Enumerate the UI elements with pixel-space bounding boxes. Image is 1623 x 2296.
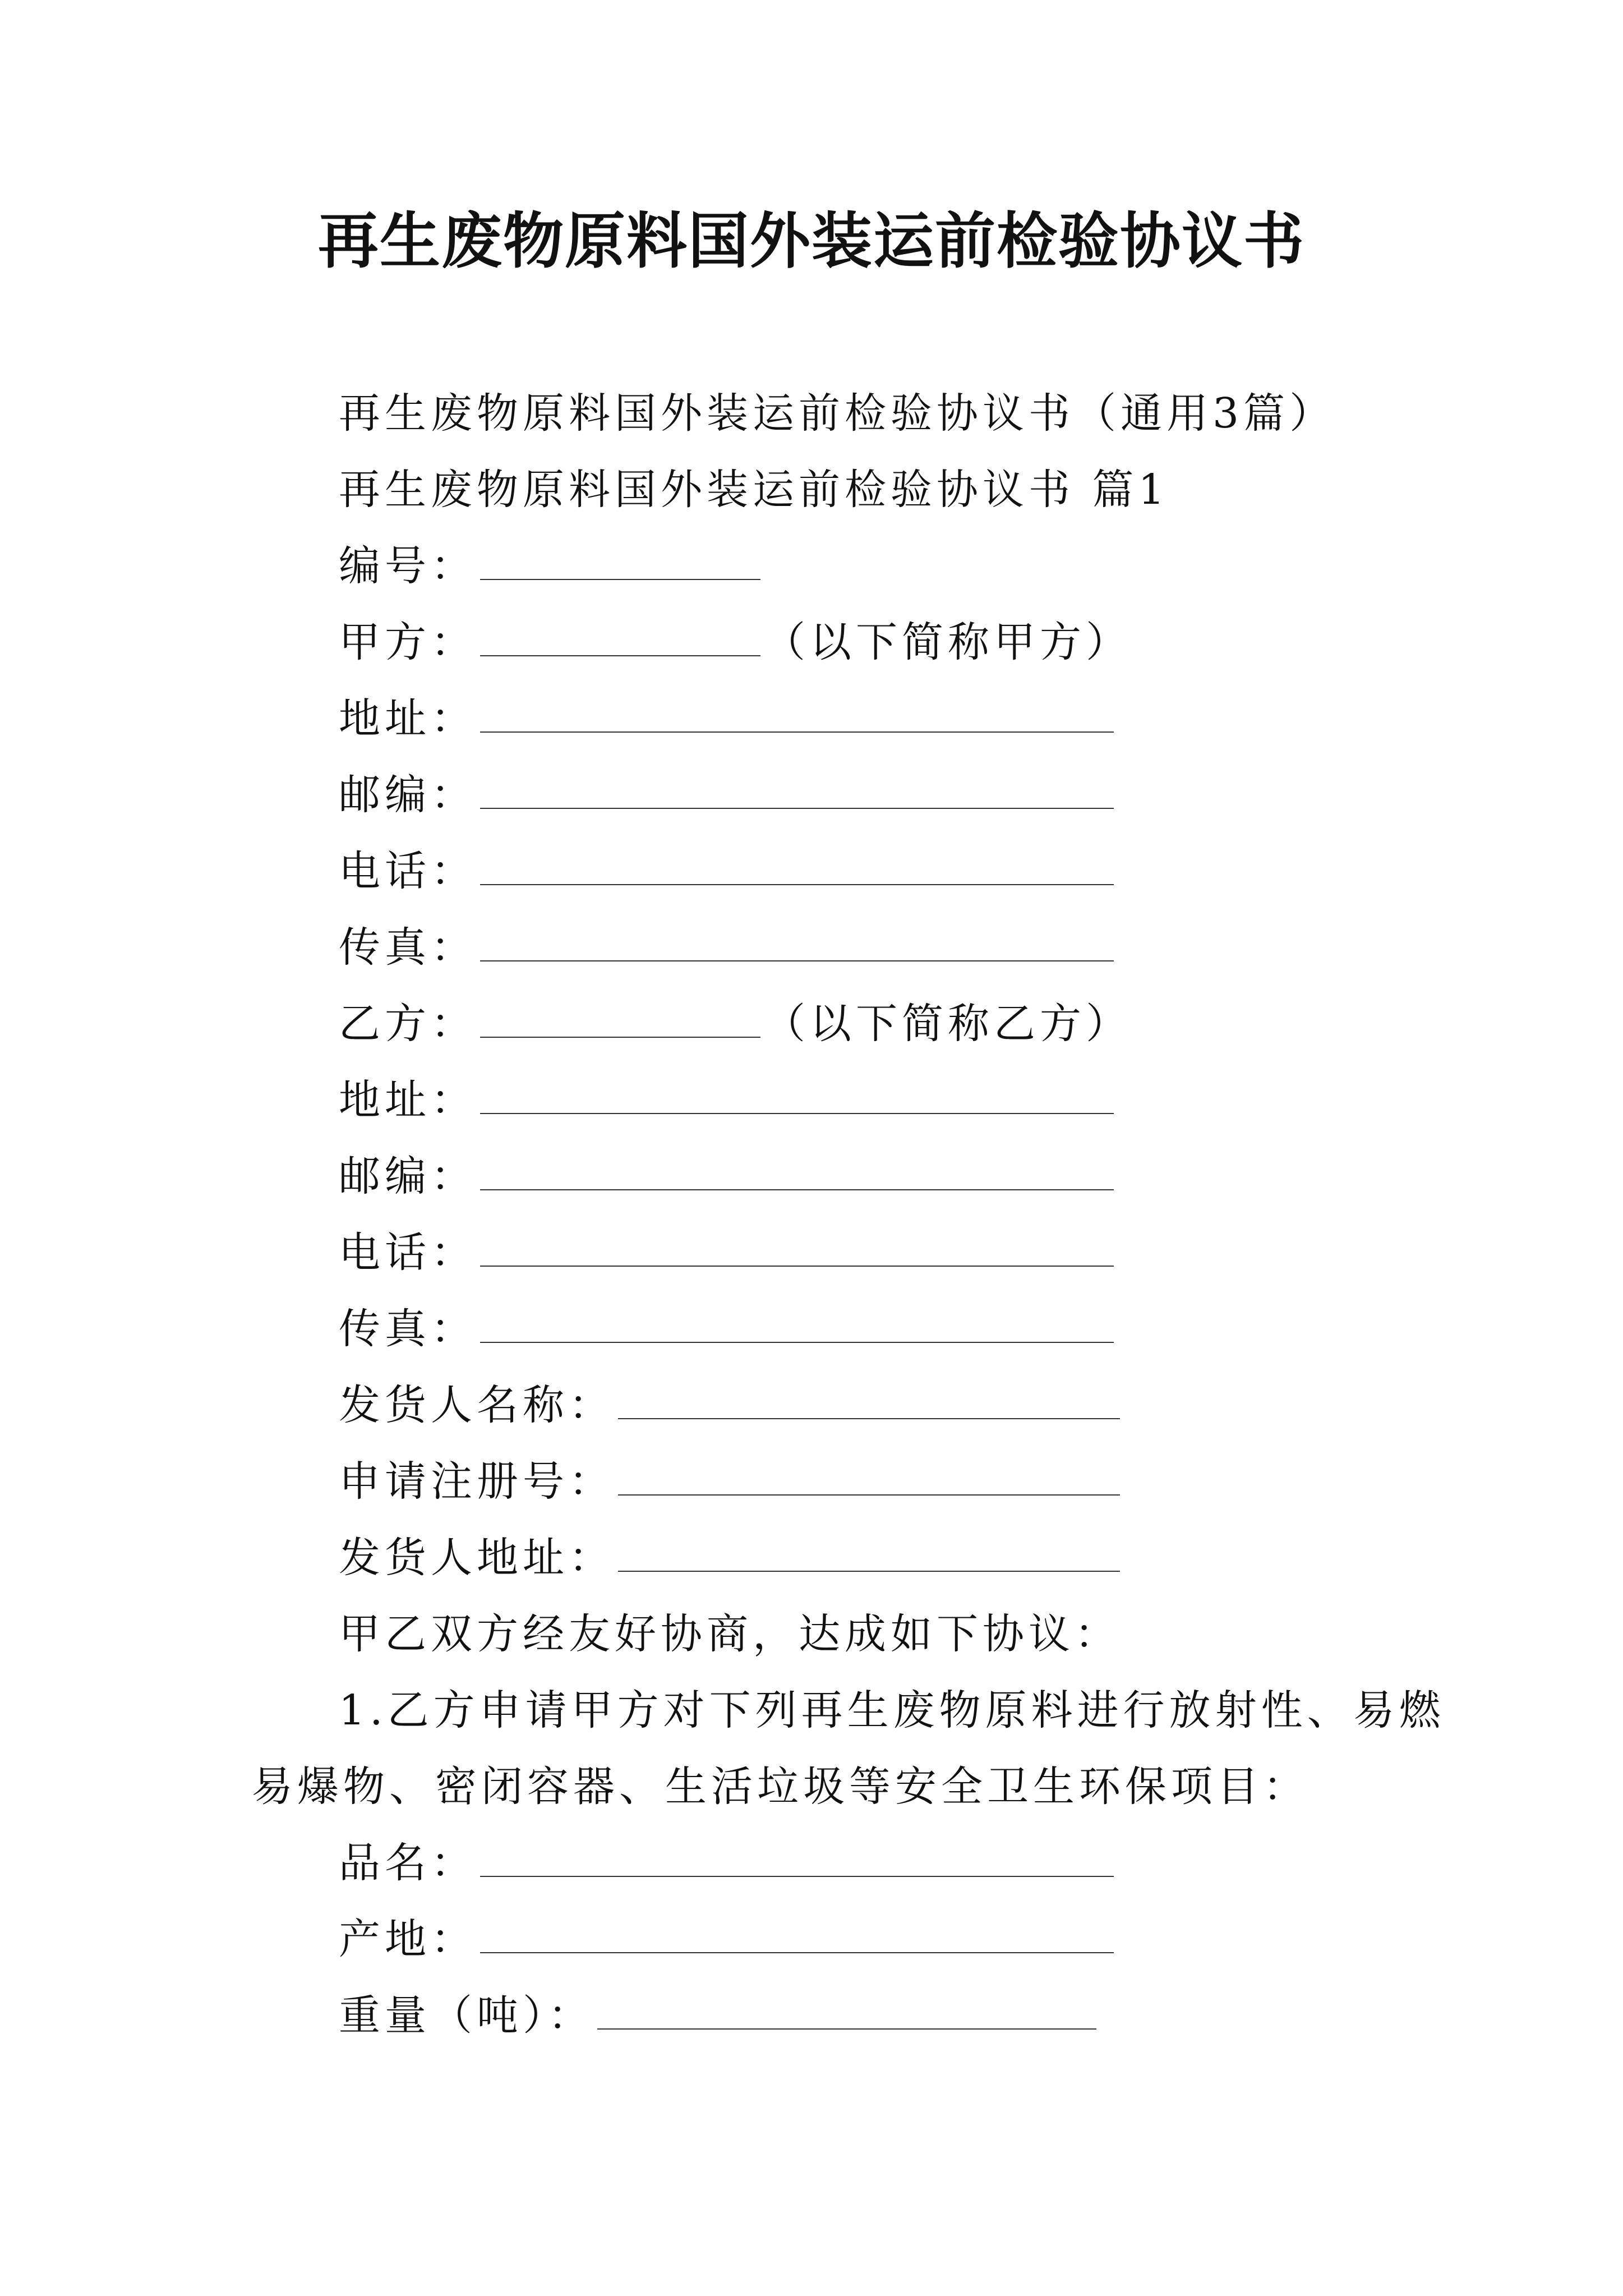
clause-1-line-2: 易爆物、密闭容器、生活垃圾等安全卫生环保项目：	[251, 1763, 1309, 1811]
number-blank[interactable]	[480, 544, 760, 580]
goods-weight-blank[interactable]	[597, 1994, 1096, 2030]
shipper-address-label: 发货人地址：	[339, 1534, 615, 1582]
party-b-fax-label: 传真：	[339, 1305, 477, 1353]
party-a-row	[339, 606, 1132, 679]
goods-origin-row	[339, 1903, 1117, 1976]
party-b-label: 乙方：	[339, 1000, 477, 1048]
party-b-row	[339, 987, 1132, 1060]
party-b-phone-label: 电话：	[339, 1228, 477, 1277]
shipper-name-label: 发货人名称：	[339, 1381, 615, 1429]
goods-name-blank[interactable]	[480, 1841, 1114, 1877]
goods-origin-label: 产地：	[339, 1915, 477, 1963]
party-a-fax-row	[339, 911, 1117, 984]
party-a-blank[interactable]	[480, 620, 760, 656]
shipper-address-row	[339, 1521, 1123, 1594]
party-b-address-label: 地址：	[339, 1076, 477, 1124]
party-b-address-row	[339, 1064, 1117, 1137]
party-b-postcode-row	[339, 1140, 1117, 1213]
party-a-address-row	[339, 682, 1117, 755]
shipper-name-row	[339, 1369, 1123, 1442]
party-b-postcode-label: 邮编：	[339, 1152, 477, 1200]
party-a-postcode-label: 邮编：	[339, 771, 477, 819]
goods-origin-blank[interactable]	[480, 1917, 1114, 1953]
number-label: 编号：	[339, 542, 477, 590]
party-b-blank[interactable]	[480, 1002, 760, 1038]
party-b-fax-row	[339, 1292, 1117, 1365]
agreement-intro: 甲乙双方经友好协商，达成如下协议：	[339, 1610, 1121, 1658]
party-b-fax-blank[interactable]	[480, 1307, 1114, 1343]
shipper-name-blank[interactable]	[618, 1383, 1120, 1419]
party-a-suffix: （以下简称甲方）	[764, 618, 1132, 666]
registration-label: 申请注册号：	[339, 1457, 615, 1506]
number-row	[339, 530, 764, 602]
goods-name-row	[339, 1826, 1117, 1899]
party-a-address-label: 地址：	[339, 694, 477, 743]
party-a-phone-row	[339, 835, 1117, 908]
registration-row	[339, 1445, 1123, 1518]
party-b-address-blank[interactable]	[480, 1078, 1114, 1114]
goods-name-label: 品名：	[339, 1839, 477, 1887]
document-subtitle: 再生废物原料国外装运前检验协议书（通用3篇）	[339, 389, 1336, 438]
section-heading: 再生废物原料国外装运前检验协议书 篇1	[339, 466, 1169, 514]
shipper-address-blank[interactable]	[618, 1536, 1120, 1572]
party-a-address-blank[interactable]	[480, 697, 1114, 733]
document-title: 再生废物原料国外装运前检验协议书	[317, 206, 1305, 277]
party-a-fax-blank[interactable]	[480, 926, 1114, 961]
party-a-postcode-row	[339, 758, 1117, 831]
party-b-suffix: （以下简称乙方）	[764, 1000, 1132, 1048]
party-a-phone-blank[interactable]	[480, 849, 1114, 885]
party-b-phone-blank[interactable]	[480, 1231, 1114, 1267]
goods-weight-label: 重量（吨）：	[339, 1991, 594, 2040]
party-b-phone-row	[339, 1216, 1117, 1289]
party-a-label: 甲方：	[339, 618, 477, 666]
party-a-postcode-blank[interactable]	[480, 773, 1114, 809]
registration-blank[interactable]	[618, 1460, 1120, 1496]
party-a-phone-label: 电话：	[339, 847, 477, 895]
party-a-fax-label: 传真：	[339, 923, 477, 972]
clause-1-line-1: 1.乙方申请甲方对下列再生废物原料进行放射性、易燃	[339, 1686, 1445, 1734]
party-b-postcode-blank[interactable]	[480, 1154, 1114, 1190]
goods-weight-row	[339, 1979, 1100, 2052]
